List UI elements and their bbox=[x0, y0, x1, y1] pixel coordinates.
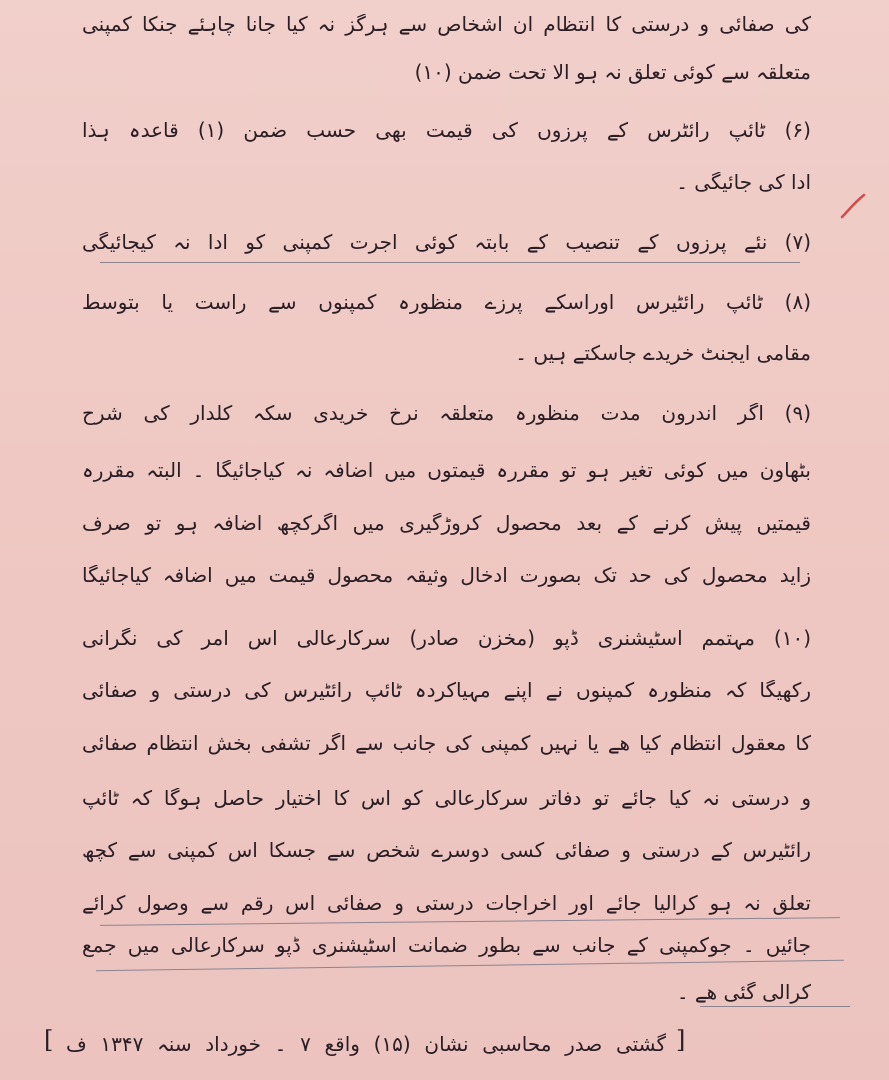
text-line: قیمتیں پیش کرنے کے بعد محصول کروڑگیری میں اگرکچھ اضافہ ہو تو صرف bbox=[82, 513, 811, 535]
text-line: متعلقہ سے کوئی تعلق نہ ہو الا تحت ضمن (۱۰) bbox=[414, 62, 811, 84]
text-line: (۷) نئے پرزوں کے تنصیب کے بابتہ کوئی اجرت کمپنی کو ادا نہ کیجائیگی bbox=[82, 232, 811, 254]
text-line: زاید محصول کی حد تک بصورت ادخال وثیقہ محصول قیمت میں اضافہ کیاجائیگا bbox=[82, 565, 811, 587]
text-line: (۱۰) مہتمم اسٹیشنری ڈپو (مخزن صادر) سرکارعالی اس امر کی نگرانی bbox=[82, 628, 811, 650]
footer-bracket-right: ] bbox=[676, 1026, 686, 1054]
text-line: (۹) اگر اندرون مدت منظورہ متعلقہ نرخ خریدی سکہ کلدار کی شرح bbox=[82, 403, 811, 425]
text-line: جائیں ۔ جوکمپنی کے جانب سے بطور ضمانت اسٹیشنری ڈپو سرکارعالی میں جمع bbox=[82, 935, 811, 957]
pencil-underline bbox=[700, 1006, 850, 1007]
text-line: (۶) ٹائپ رائٹرس کے پرزوں کی قیمت بھی حسب ضمن (۱) قاعدہ ہذا bbox=[82, 120, 811, 142]
footer-text: گشتی صدر محاسبی نشان (۱۵) واقع ۷ ۔ خورداد سنہ ۱۳۴۷ ف bbox=[66, 1032, 666, 1056]
red-check-mark-icon bbox=[840, 193, 866, 221]
pencil-underline bbox=[100, 262, 800, 263]
footer-bracket-left: [ bbox=[44, 1026, 54, 1054]
text-line: بٹھاون میں کوئی تغیر ہو تو مقررہ قیمتوں میں اضافہ نہ کیاجائیگا ۔ البتہ مقررہ bbox=[82, 460, 811, 482]
text-line: تعلق نہ ہو کرالیا جائے اور اخراجات درستی و صفائی اس رقم سے وصول کرائے bbox=[82, 893, 811, 915]
pencil-underline bbox=[96, 960, 844, 971]
text-line: رائٹیرس کے درستی و صفائی کسی دوسرے شخص سے جسکا اس کمپنی سے کچھ bbox=[82, 840, 811, 862]
text-line: مقامی ایجنٹ خریدے جاسکتے ہیں ۔ bbox=[515, 343, 811, 365]
text-line: رکھیگا کہ منظورہ کمپنوں نے اپنے مہیاکردہ ٹائپ رائٹیرس کی درستی و صفائی bbox=[82, 680, 811, 702]
text-line: کی صفائی و درستی کا انتظام ان اشخاص سے ہرگز نہ کیا جانا چاہئے جنکا کمپنی bbox=[82, 14, 811, 36]
text-line: ادا کی جائیگی ۔ bbox=[676, 172, 811, 194]
text-line: (۸) ٹائپ رائٹیرس اوراسکے پرزے منظورہ کمپنوں سے راست یا بتوسط bbox=[82, 292, 811, 314]
text-line: کرالی گئی ھے ۔ bbox=[676, 982, 811, 1004]
footer-reference bbox=[0, 1018, 889, 1068]
text-line: کا معقول انتظام کیا ھے یا نہیں کمپنی کی جانب سے اگر تشفی بخش انتظام صفائی bbox=[82, 733, 811, 755]
text-line: و درستی نہ کیا جائے تو دفاتر سرکارعالی کو اس کا اختیار حاصل ہوگا کہ ٹائپ bbox=[82, 788, 811, 810]
